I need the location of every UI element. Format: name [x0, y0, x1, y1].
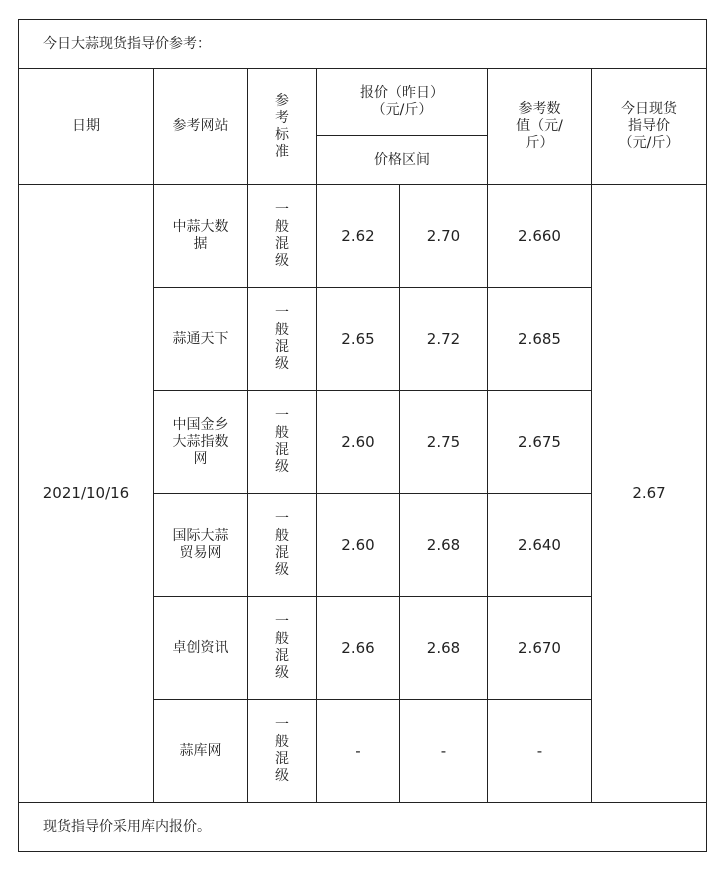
high-price-cell: 2.75	[400, 391, 488, 494]
today-price-cell: 2.67	[592, 185, 707, 803]
low-price-cell: -	[317, 700, 400, 803]
header-today-price: 今日现货指导价（元/斤）	[592, 69, 707, 185]
table-footnote: 现货指导价采用库内报价。	[19, 803, 707, 852]
site-cell: 中蒜大数据	[154, 185, 248, 288]
standard-cell: 一般混级	[248, 597, 317, 700]
site-cell: 蒜库网	[154, 700, 248, 803]
table-title: 今日大蒜现货指导价参考：	[19, 20, 707, 69]
date-cell: 2021/10/16	[19, 185, 154, 803]
header-ref-value: 参考数值（元/斤）	[488, 69, 592, 185]
header-standard: 参考标准	[248, 69, 317, 185]
header-site: 参考网站	[154, 69, 248, 185]
low-price-cell: 2.65	[317, 288, 400, 391]
site-cell: 蒜通天下	[154, 288, 248, 391]
header-range: 价格区间	[317, 136, 488, 185]
site-cell: 国际大蒜贸易网	[154, 494, 248, 597]
high-price-cell: 2.68	[400, 597, 488, 700]
low-price-cell: 2.66	[317, 597, 400, 700]
high-price-cell: 2.68	[400, 494, 488, 597]
high-price-cell: 2.72	[400, 288, 488, 391]
header-date: 日期	[19, 69, 154, 185]
low-price-cell: 2.60	[317, 494, 400, 597]
ref-value-cell: -	[488, 700, 592, 803]
low-price-cell: 2.62	[317, 185, 400, 288]
standard-cell: 一般混级	[248, 185, 317, 288]
ref-value-cell: 2.640	[488, 494, 592, 597]
standard-cell: 一般混级	[248, 494, 317, 597]
site-cell: 中国金乡大蒜指数网	[154, 391, 248, 494]
high-price-cell: 2.70	[400, 185, 488, 288]
standard-cell: 一般混级	[248, 288, 317, 391]
low-price-cell: 2.60	[317, 391, 400, 494]
ref-value-cell: 2.685	[488, 288, 592, 391]
high-price-cell: -	[400, 700, 488, 803]
ref-value-cell: 2.675	[488, 391, 592, 494]
standard-cell: 一般混级	[248, 700, 317, 803]
standard-cell: 一般混级	[248, 391, 317, 494]
header-quote: 报价（昨日）（元/斤）	[317, 69, 488, 136]
site-cell: 卓创资讯	[154, 597, 248, 700]
ref-value-cell: 2.670	[488, 597, 592, 700]
table-row	[19, 185, 707, 288]
price-table	[18, 19, 707, 852]
ref-value-cell: 2.660	[488, 185, 592, 288]
